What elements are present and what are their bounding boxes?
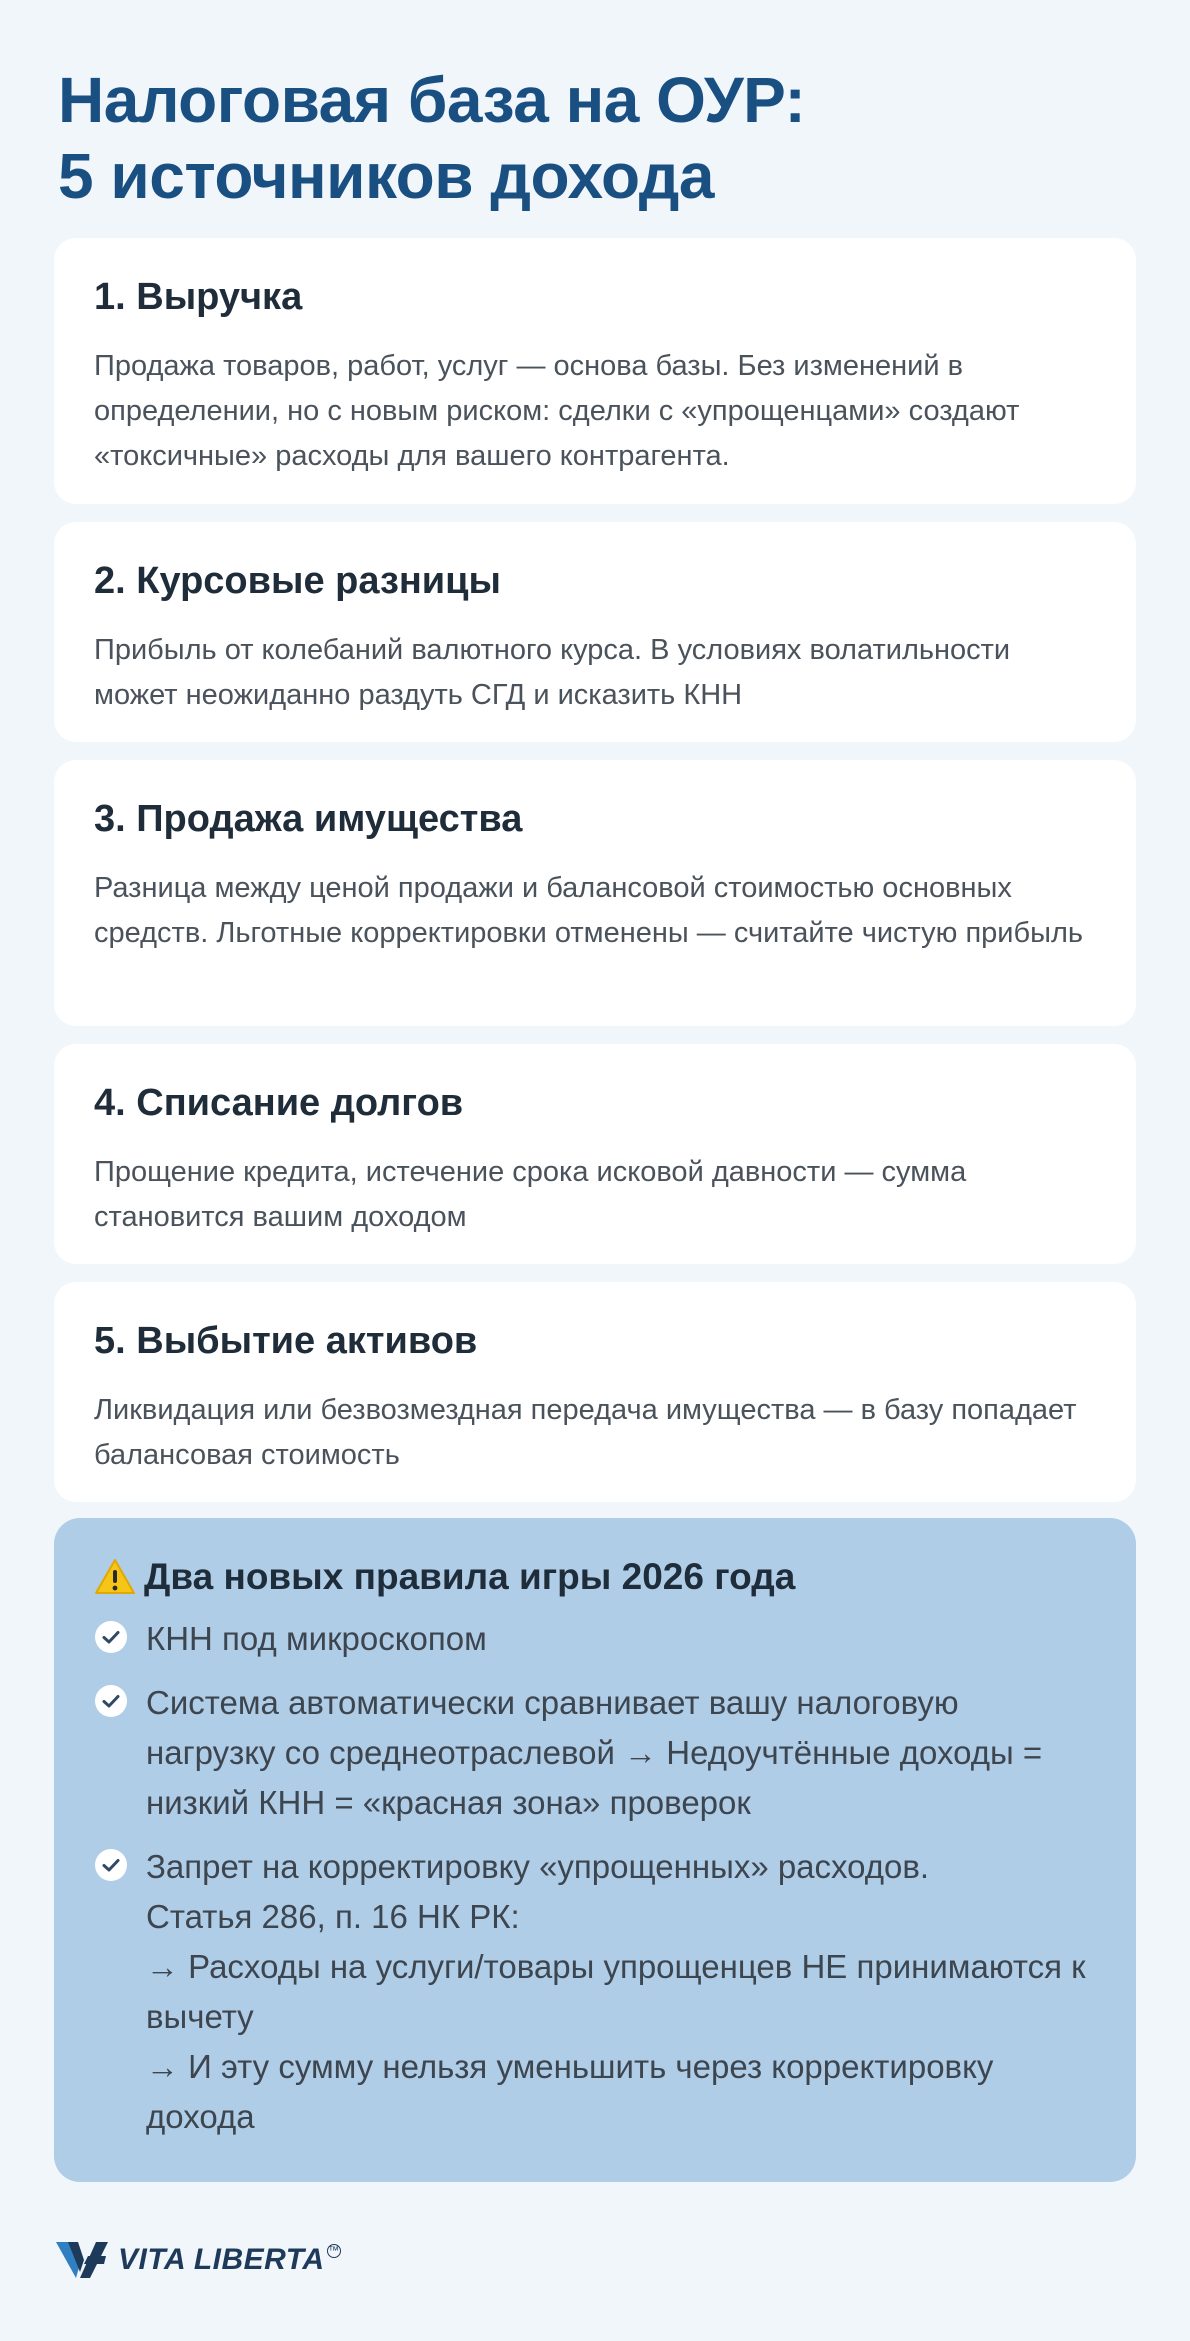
rule-line: Система автоматически сравнивает вашу налоговую нагрузку со среднеотраслевой → Недоучтённые доходы = низкий КНН = «красная зона» проверок xyxy=(146,1684,1043,1821)
card-text: Разница между ценой продажи и балансовой стоимостью основных средств. Льготные корректировки отменены — считайте чистую прибыль xyxy=(94,872,1083,949)
page-title xyxy=(58,62,1138,214)
rule-item xyxy=(94,1678,1096,1828)
income-card-debt-write-off xyxy=(54,1044,1136,1264)
check-icon xyxy=(94,1684,128,1718)
new-rules-panel xyxy=(54,1518,1136,2182)
vita-liberta-logo xyxy=(54,2238,110,2282)
card-text: Продажа товаров, работ, услуг — основа базы. Без изменений в определении, но с новым риском: сделки с «упрощенцами» создают «токсичные» расходы для вашего контрагента. xyxy=(94,350,1020,472)
brand-name: VITA LIBERTA xyxy=(118,2243,325,2276)
rule-line: Статья 286, п. 16 НК РК: xyxy=(146,1898,520,1935)
page-title-line-2: 5 источников дохода xyxy=(58,140,714,212)
card-title: 1. Выручка xyxy=(94,276,303,318)
rule-text xyxy=(146,1614,487,1664)
rule-item xyxy=(94,1614,1096,1664)
rules-title xyxy=(94,1554,1096,1600)
check-icon xyxy=(94,1620,128,1654)
rules-title-text: Два новых правила игры 2026 года xyxy=(144,1556,796,1597)
rule-line: → Расходы на услуги/товары упрощенцев НЕ принимаются к вычету xyxy=(146,1948,1086,2035)
card-text: Прощение кредита, истечение срока исковой давности — сумма становится вашим доходом xyxy=(94,1156,967,1233)
card-title: 3. Продажа имущества xyxy=(94,798,523,840)
warning-icon xyxy=(94,1558,136,1596)
rule-line: → И эту сумму нельзя уменьшить через корректировку дохода xyxy=(146,2048,994,2135)
rule-text xyxy=(146,1678,1096,1828)
income-card-exchange-differences xyxy=(54,522,1136,742)
card-title: 2. Курсовые разницы xyxy=(94,560,501,602)
rule-item xyxy=(94,1842,1096,2142)
card-title: 4. Списание долгов xyxy=(94,1082,464,1124)
trademark-badge: ™ xyxy=(328,2245,340,2257)
income-card-asset-disposal xyxy=(54,1282,1136,1502)
card-title: 5. Выбытие активов xyxy=(94,1320,478,1362)
check-icon xyxy=(94,1848,128,1882)
footer xyxy=(54,2238,341,2282)
income-card-revenue xyxy=(54,238,1136,504)
income-card-property-sale xyxy=(54,760,1136,1026)
page-title-line-1: Налоговая база на ОУР: xyxy=(58,64,806,136)
card-text: Ликвидация или безвозмездная передача имущества — в базу попадает балансовая стоимость xyxy=(94,1394,1077,1471)
card-text: Прибыль от колебаний валютного курса. В условиях волатильности может неожиданно раздуть СГД и исказить КНН xyxy=(94,634,1011,711)
rule-line: Запрет на корректировку «упрощенных» расходов. xyxy=(146,1848,930,1885)
rule-line: КНН под микроскопом xyxy=(146,1620,487,1657)
rule-text xyxy=(146,1842,1096,2142)
